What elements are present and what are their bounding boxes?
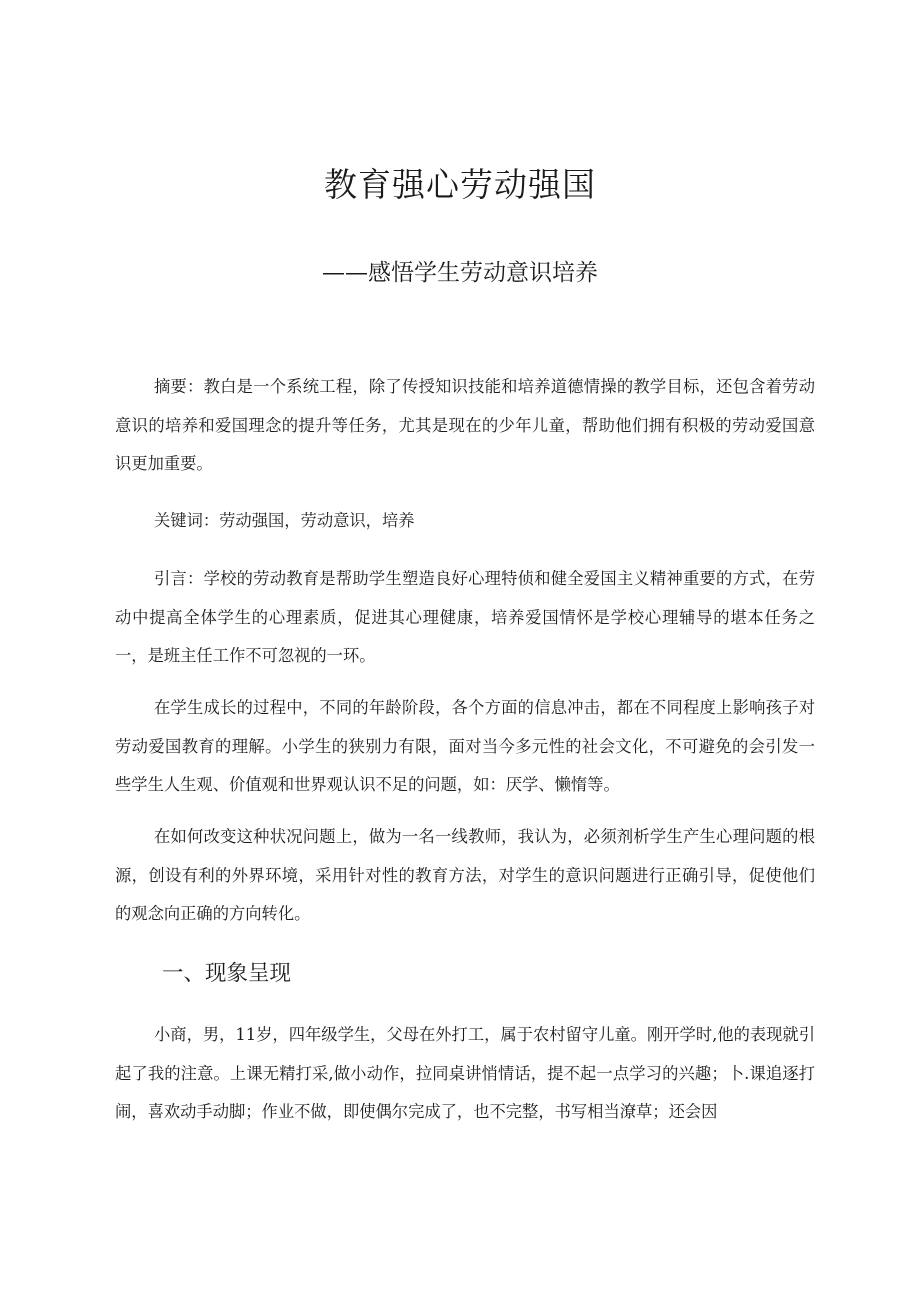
body-paragraph-2: 在如何改变这种状况问题上，做为一名一线教师，我认为，必须剂析学生产生心理问题的根源，创设有利的外界环境，采用针对性的教育方法，对学生的意识问题进行正确引导，促使他们的观念向正确的方向转化。 [115, 827, 815, 923]
body-paragraph-3: 小商，男，11岁，四年级学生，父母在外打工，属于农村留守儿童。刚开学时,他的表现就引起了我的注意。上课无精打采,做小动作，拉同桌讲悄情话，提不起一点学习的兴趣；卜.课追逐打闹，喜欢动手动脚；作业不做，即使偶尔完成了，也不完整，书写相当潦草；还会因 [115, 1025, 815, 1121]
keywords-paragraph: 关键词：劳动强国，劳动意识，培养 [154, 511, 415, 530]
document-subtitle: ——感悟学生劳动意识培养 [322, 260, 598, 286]
section-heading: 一、现象呈现 [162, 961, 292, 986]
body-paragraph-1: 在学生成长的过程中，不同的年龄阶段，各个方面的信息冲击，都在不同程度上影响孩子对劳动爱国教育的理解。小学生的狭别力有限，面对当今多元性的社会文化，不可避免的会引发一些学生人生观、价值观和世界观认识不足的问题，如：厌学、懒惰等。 [115, 698, 815, 794]
introduction-paragraph: 引言：学校的劳动教育是帮助学生塑造良好心理特侦和健全爱国主义精神重要的方式，在劳动中提高全体学生的心理素质，促进其心理健康，培养爱国情怀是学校心理辅导的堪本任务之一，是班主任工作不可忽视的一环。 [115, 569, 815, 665]
abstract-paragraph: 摘要：教白是一个系统工程，除了传授知识技能和培养道德情操的教学目标，还包含着劳动意识的培养和爱国理念的提升等任务，尤其是现在的少年儿童，帮助他们拥有积极的劳动爱国意识更加重要。 [115, 377, 815, 473]
document-title: 教育强心劳动强国 [324, 165, 596, 204]
